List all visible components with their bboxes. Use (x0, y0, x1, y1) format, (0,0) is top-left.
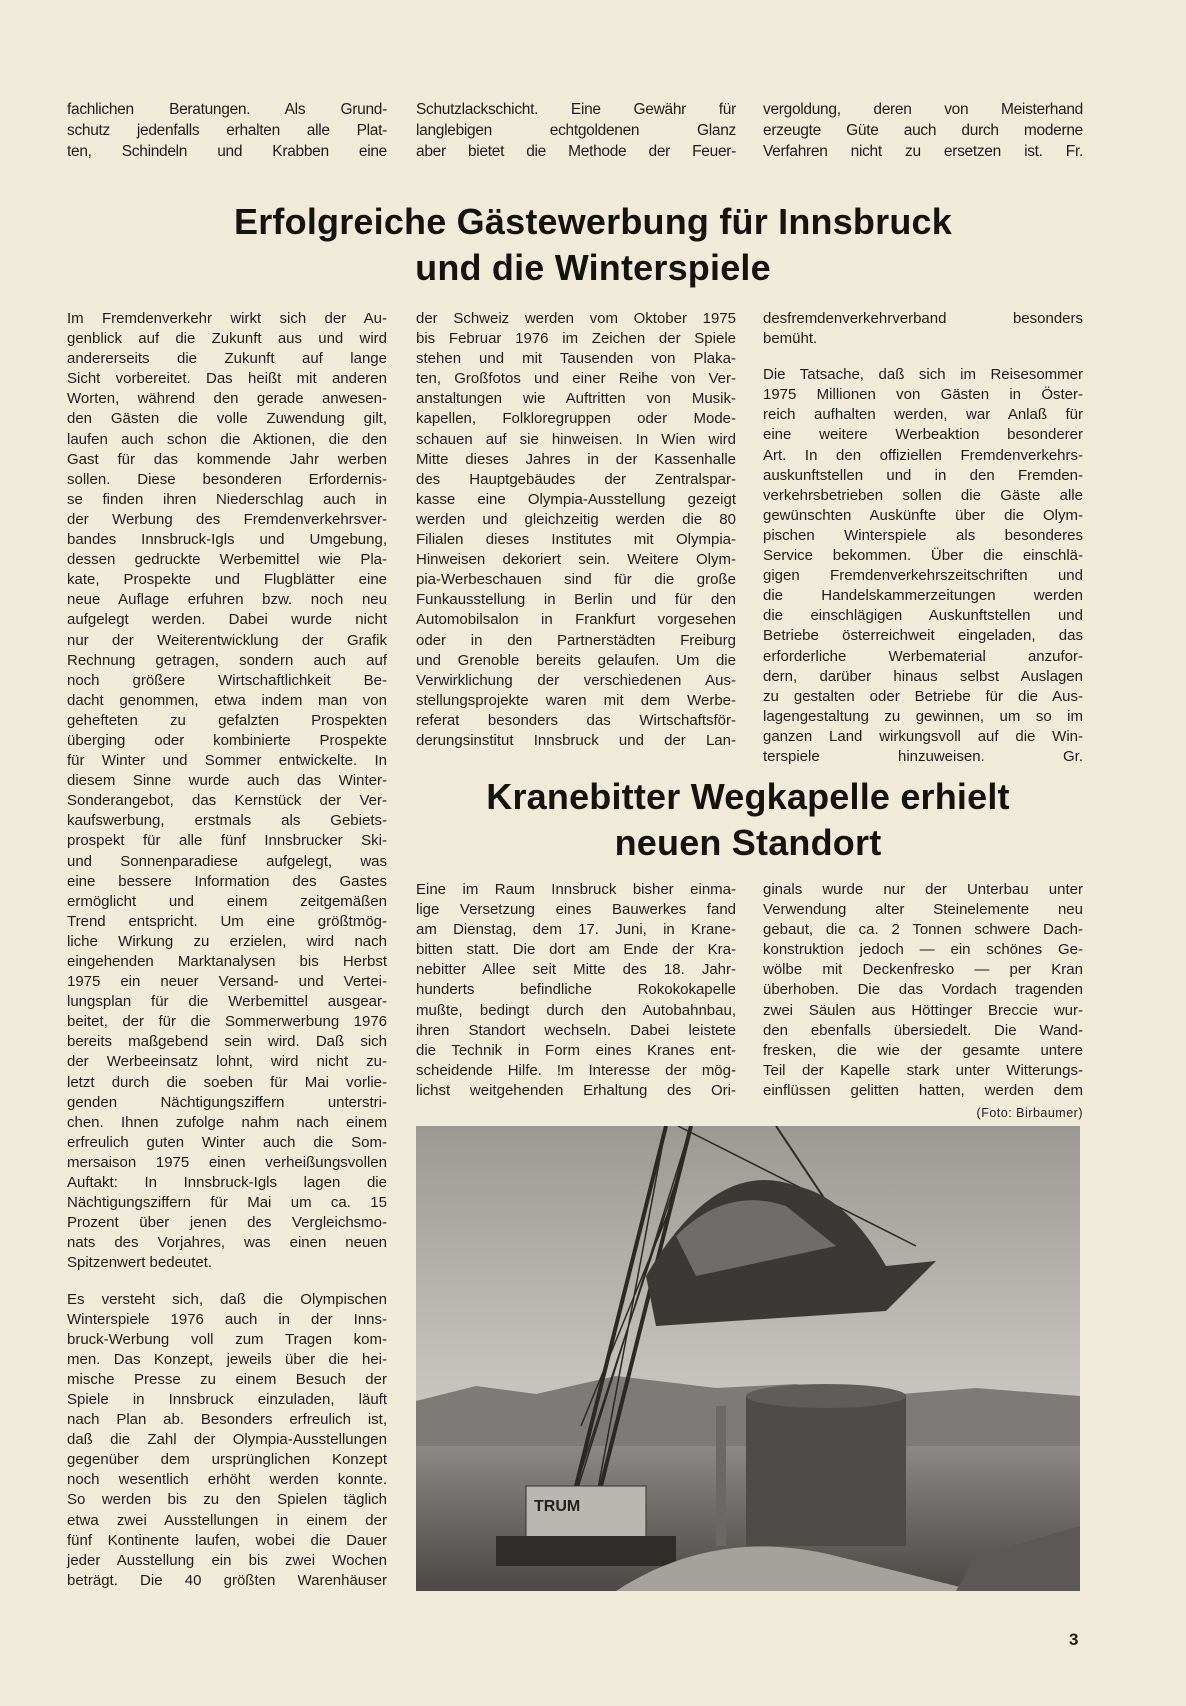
text-line: ermöglicht und einem zeitgemäßen (67, 892, 387, 910)
text-line: und Grenoble bereits gelaufen. Um die (416, 651, 736, 669)
text-line: Im Fremdenverkehr wirkt sich der Au- (67, 310, 387, 327)
text-line: noch wesentlich erhöht werden konnte. (67, 1471, 387, 1489)
text-line: chen. Ihnen zufolge nahm nach einem (67, 1113, 387, 1131)
text-line: den Gästen die volle Zuwendung gilt, (67, 410, 387, 428)
text-line: fresken, die wie der gesamte untere (763, 1041, 1083, 1059)
paragraph (416, 99, 736, 162)
text-line: Sicht vorbereitet. Das heißt mit anderen (67, 370, 387, 388)
text-line: Schutzlackschicht. Eine Gewähr für (416, 101, 736, 118)
article2-column-2 (763, 880, 1083, 1101)
text-line: noch größere Wirtschaftlichkeit Be- (67, 671, 387, 689)
text-line: überging oder kombinierte Prospekte (67, 731, 387, 749)
text-line: Winterspiele 1976 auch in der Inns- (67, 1310, 387, 1328)
text-line: bereits maßgebend sein wird. Daß sich (67, 1033, 387, 1051)
text-line: Rechnung getragen, sondern auch auf (67, 651, 387, 669)
text-line: men. Das Konzept, jeweils über die hei- (67, 1350, 387, 1368)
text-line: die Technik in Form eines Kranes ent- (416, 1041, 736, 1059)
text-line: Art. In den offiziellen Fremdenverkehrs- (763, 446, 1083, 464)
text-line: überhoben. Die das Vordach tragenden (763, 981, 1083, 999)
headline-line: und die Winterspiele (415, 247, 771, 288)
text-line: aufgelegt werden. Dabei wurde nicht (67, 611, 387, 629)
top-column-1 (67, 99, 387, 162)
text-line: genblick auf die Zukunft aus und wird (67, 330, 387, 348)
text-line: werden und gleichzeitig werden die 80 (416, 510, 736, 528)
text-line: Sonderangebot, das Kernstück der Ver- (67, 792, 387, 810)
text-line: lagengestaltung zu gewinnen, um so im (763, 707, 1083, 725)
text-line: Spitzenwert bedeutet. (67, 1254, 213, 1272)
text-line: stehen und mit Tausenden von Plaka- (416, 350, 736, 368)
paragraph (763, 99, 1083, 162)
text-line: Mitte dieses Jahres in der Kassenhalle (416, 450, 736, 468)
text-line: oder in den Partnerstädten Freiburg (416, 631, 736, 649)
article2-column-1 (416, 880, 736, 1101)
text-line: lungsplan für die Werbemittel ausgear- (67, 993, 387, 1011)
text-line: Gast für das kommende Jahr werben (67, 450, 387, 468)
text-line: scheidende Hilfe. !m Interesse der mög- (416, 1061, 736, 1079)
text-line: die Handelskammerzeitungen werden (763, 587, 1083, 605)
text-line: Auftakt: In Innsbruck-Igls lagen die (67, 1174, 387, 1192)
text-line: lichst weitgehenden Erhaltung des Ori- (416, 1081, 736, 1099)
text-line: anstaltungen wie Auftritten von Musik- (416, 390, 736, 408)
text-line: gehefteten zu gefalzten Prospekten (67, 711, 387, 729)
page-number: 3 (1069, 1630, 1079, 1649)
text-line: der Werbung des Fremdenverkehrsver- (67, 510, 387, 528)
text-line: die einschlägigen Auskunftstellen und (763, 607, 1083, 625)
text-line: mersaison 1975 einen verheißungsvollen (67, 1153, 387, 1171)
text-line: langlebigen echtgoldenen Glanz (416, 122, 736, 139)
article1-column-2 (416, 309, 736, 751)
text-line: lige Versetzung eines Bauwerkes fand (416, 901, 736, 919)
text-line: Es versteht sich, daß die Olympischen (67, 1290, 387, 1308)
article1-column-1 (67, 309, 387, 1591)
text-line: kapellen, Folkloregruppen oder Mode- (416, 410, 736, 428)
text-line: eingehenden Marktanalysen bis Herbst (67, 953, 387, 970)
top-column-2 (416, 99, 736, 162)
top-column-3 (763, 99, 1083, 162)
text-line: ihren Standort wechseln. Dabei leistete (416, 1021, 736, 1039)
paragraph (67, 99, 387, 162)
text-line: nats des Vorjahres, was einen neuen (67, 1234, 387, 1252)
paragraph (763, 365, 1083, 767)
text-line: ten, Großfotos und einer Reihe von Ver- (416, 370, 736, 388)
text-line: Service bekommen. Über die einschlä- (763, 547, 1083, 565)
text-line: gebaut, die ca. 2 Tonnen schwere Dach- (763, 921, 1083, 939)
text-line: ganzen Land wirkungsvoll auf die Win- (763, 727, 1083, 745)
text-line: beitet, der für die Sommerwerbung 1976 (67, 1013, 387, 1031)
text-line: dacht genommen, etwa indem man von (67, 691, 387, 709)
text-line: derungsinstitut Innsbruck und der Lan- (416, 731, 736, 749)
text-line: Verfahren nicht zu ersetzen ist. Fr. (763, 143, 1083, 160)
text-line: fachlichen Beratungen. Als Grund- (67, 101, 387, 118)
text-line: aber bietet die Methode der Feuer- (416, 143, 736, 160)
text-line: schauen auf sie hinweisen. In Wien wird (416, 430, 736, 448)
crane-label: TRUM (534, 1498, 581, 1515)
text-line: vergoldung, deren von Meisterhand (763, 101, 1083, 118)
text-line: den ebenfalls übersiedelt. Die Wand- (763, 1021, 1083, 1039)
text-line: zu gestalten oder Betriebe für die Aus- (763, 687, 1083, 705)
text-line: Prozent über jenen des Vergleichsmo- (67, 1214, 387, 1232)
headline-line: Kranebitter Wegkapelle erhielt (486, 776, 1010, 817)
text-line: Hinweisen dekoriert sein. Weitere Olym- (416, 551, 736, 569)
text-line: eine weitere Werbeaktion besonderer (763, 426, 1083, 444)
text-line: etwa zwei Ausstellungen in einem der (67, 1511, 387, 1529)
text-line: liche Wirkung zu erzielen, wird nach (67, 932, 387, 950)
article1-column-3 (763, 309, 1083, 767)
text-line: Funkausstellung in Berlin und für den (416, 591, 736, 609)
text-line: erforderliche Werbematerial anzufor- (763, 647, 1083, 665)
text-line: Filialen dieses Institutes mit Olympia- (416, 531, 736, 549)
text-line: zwei Säulen aus Höttinger Breccie wur- (763, 1001, 1083, 1019)
article2-headline (416, 774, 1080, 866)
text-line: Nächtigungsziffern für Mai um ca. 15 (67, 1194, 387, 1212)
text-line: stellungsprojekte waren mit dem Werbe- (416, 691, 736, 709)
text-line: erzeugte Güte auch durch moderne (763, 122, 1083, 139)
headline-line: neuen Standort (614, 822, 882, 863)
text-line: pia-Werbeschauen sind für die große (416, 571, 736, 589)
text-line: letzt durch die soeben für Mai vorlie- (67, 1073, 387, 1091)
text-line: gigen Fremdenverkehrszeitschriften und (763, 567, 1083, 585)
text-line: sollen. Diese besonderen Erfordernis- (67, 470, 387, 488)
text-line: verkehrsbetrieben sollen die Gäste alle (763, 486, 1083, 504)
text-line: einflüssen gelitten hatten, werden dem (763, 1081, 1083, 1099)
text-line: genden Nächtigungsziffern unterstri- (67, 1093, 387, 1111)
text-line: Worten, während den gerade anwesen- (67, 390, 387, 408)
text-line: und Sonnenparadiese aufgelegt, was (67, 852, 387, 870)
crane-chapel-photo (416, 1126, 1080, 1591)
text-line: nach Plan ab. Besonders erfreulich ist, (67, 1411, 387, 1429)
headline-line: Erfolgreiche Gästewerbung für Innsbruck (234, 201, 952, 242)
text-line: schutz jedenfalls erhalten alle Plat- (67, 122, 387, 139)
text-line: bandes Innsbruck-Igls und Umgebung, (67, 531, 387, 549)
paragraph (416, 309, 736, 751)
text-line: pischen Winterspiele als besonderes (763, 526, 1083, 544)
text-line: nebitter Allee seit Mitte des 18. Jahr- (416, 961, 736, 979)
text-line: Betriebe österreichweit eingeladen, das (763, 627, 1083, 645)
text-line: Spiele in Innsbruck einzuladen, läuft (67, 1390, 387, 1408)
text-line: So werden bis zu den Spielen täglich (67, 1491, 387, 1509)
text-line: auskunftstellen und in den Fremden- (763, 466, 1083, 484)
text-line: für Winter und Sommer entwickelte. In (67, 752, 387, 770)
text-line: bemüht. (763, 330, 818, 348)
text-line: ten, Schindeln und Krabben eine (67, 143, 387, 160)
text-line: Automobilsalon in Frankfurt vorgesehen (416, 611, 736, 629)
text-line: reich aufhalten werden, war Anlaß für (763, 406, 1083, 424)
text-line: andererseits die Zukunft auf lange (67, 350, 387, 368)
text-line: terspiele hinzuweisen. Gr. (763, 747, 1083, 765)
text-line: nur der Weiterentwicklung der Grafik (67, 631, 387, 649)
text-line: dern, darüber hinaus selbst Auslagen (763, 667, 1083, 685)
text-line: am Dienstag, dem 17. Juni, in Krane- (416, 921, 736, 939)
text-line: Eine im Raum Innsbruck bisher einma- (416, 881, 736, 898)
text-line: fünf Kontinente laufen, wobei die Dauer (67, 1531, 387, 1549)
text-line: desfremdenverkehrverband besonders (763, 310, 1083, 327)
text-line: ginals wurde nur der Unterbau unter (763, 881, 1083, 898)
photo-credit: (Foto: Birbaumer) (976, 1106, 1083, 1120)
article1-headline (0, 199, 1186, 291)
text-line: daß die Zahl der Olympia-Ausstellungen (67, 1431, 387, 1449)
text-line: Teil der Kapelle stark unter Witterungs- (763, 1061, 1083, 1079)
text-line: gegenüber dem ursprünglichen Konzept (67, 1451, 387, 1469)
text-line: laufen auch schon die Aktionen, die den (67, 430, 387, 448)
paragraph (763, 309, 1083, 349)
text-line: wölbe mit Deckenfresko — per Kran (763, 961, 1083, 979)
text-line: bis Februar 1976 im Zeichen der Spiele (416, 330, 736, 348)
text-line: Die Tatsache, daß sich im Reisesommer (763, 366, 1083, 384)
text-line: kaufswerbung, erstmals als Gebiets- (67, 812, 387, 830)
paragraph (416, 880, 736, 1101)
text-line: beträgt. Die 40 größten Warenhäuser (67, 1571, 387, 1589)
text-line: dessen gedruckte Werbemittel wie Pla- (67, 551, 387, 569)
text-line: mische Presse zu einem Besuch der (67, 1370, 387, 1388)
text-line: der Schweiz werden vom Oktober 1975 (416, 310, 736, 327)
text-line: gewünschten Auskünfte über die Olym- (763, 506, 1083, 524)
text-line: der Werbeeinsatz lohnt, wird nicht zu- (67, 1053, 387, 1071)
text-line: Verwirklichung der verschiedenen Aus- (416, 671, 736, 689)
text-line: Verwendung alter Steinelemente neu (763, 901, 1083, 919)
text-line: diesem Sinne wurde auch das Winter- (67, 772, 387, 790)
text-line: bruck-Werbung voll zum Tragen kom- (67, 1330, 387, 1348)
text-line: bitten statt. Die dort am Ende der Kra- (416, 941, 736, 959)
text-line: eine bessere Information des Gastes (67, 872, 387, 890)
text-line: des Hauptgebäudes der Zentralspar- (416, 470, 736, 488)
text-line: erfreulich guten Winter auch die Som- (67, 1133, 387, 1151)
text-line: jeder Ausstellung ein bis zwei Wochen (67, 1551, 387, 1569)
text-line: prospekt für alle fünf Innsbrucker Ski- (67, 832, 387, 850)
text-line: 1975 Millionen von Gästen in Öster- (763, 386, 1083, 404)
text-line: mußte, bedingt durch den Autobahnbau, (416, 1001, 736, 1019)
text-line: se finden ihren Niederschlag auch in (67, 490, 387, 508)
text-line: kate, Prospekte und Flugblätter eine (67, 571, 387, 589)
paragraph (763, 880, 1083, 1101)
text-line: kasse eine Olympia-Ausstellung gezeigt (416, 490, 736, 508)
text-line: neue Auflage erfuhren bzw. noch neu (67, 591, 387, 609)
text-line: referat besonders das Wirtschaftsför- (416, 711, 736, 729)
text-line: konstruktion jedoch — ein schönes Ge- (763, 941, 1083, 959)
text-line: hunderts befindliche Rokokokapelle (416, 981, 736, 999)
paragraph (67, 1290, 387, 1591)
paragraph (67, 309, 387, 1274)
text-line: Trend entspricht. Um eine größtmög- (67, 912, 387, 930)
text-line: 1975 ein neuer Versand- und Vertei- (67, 973, 387, 991)
